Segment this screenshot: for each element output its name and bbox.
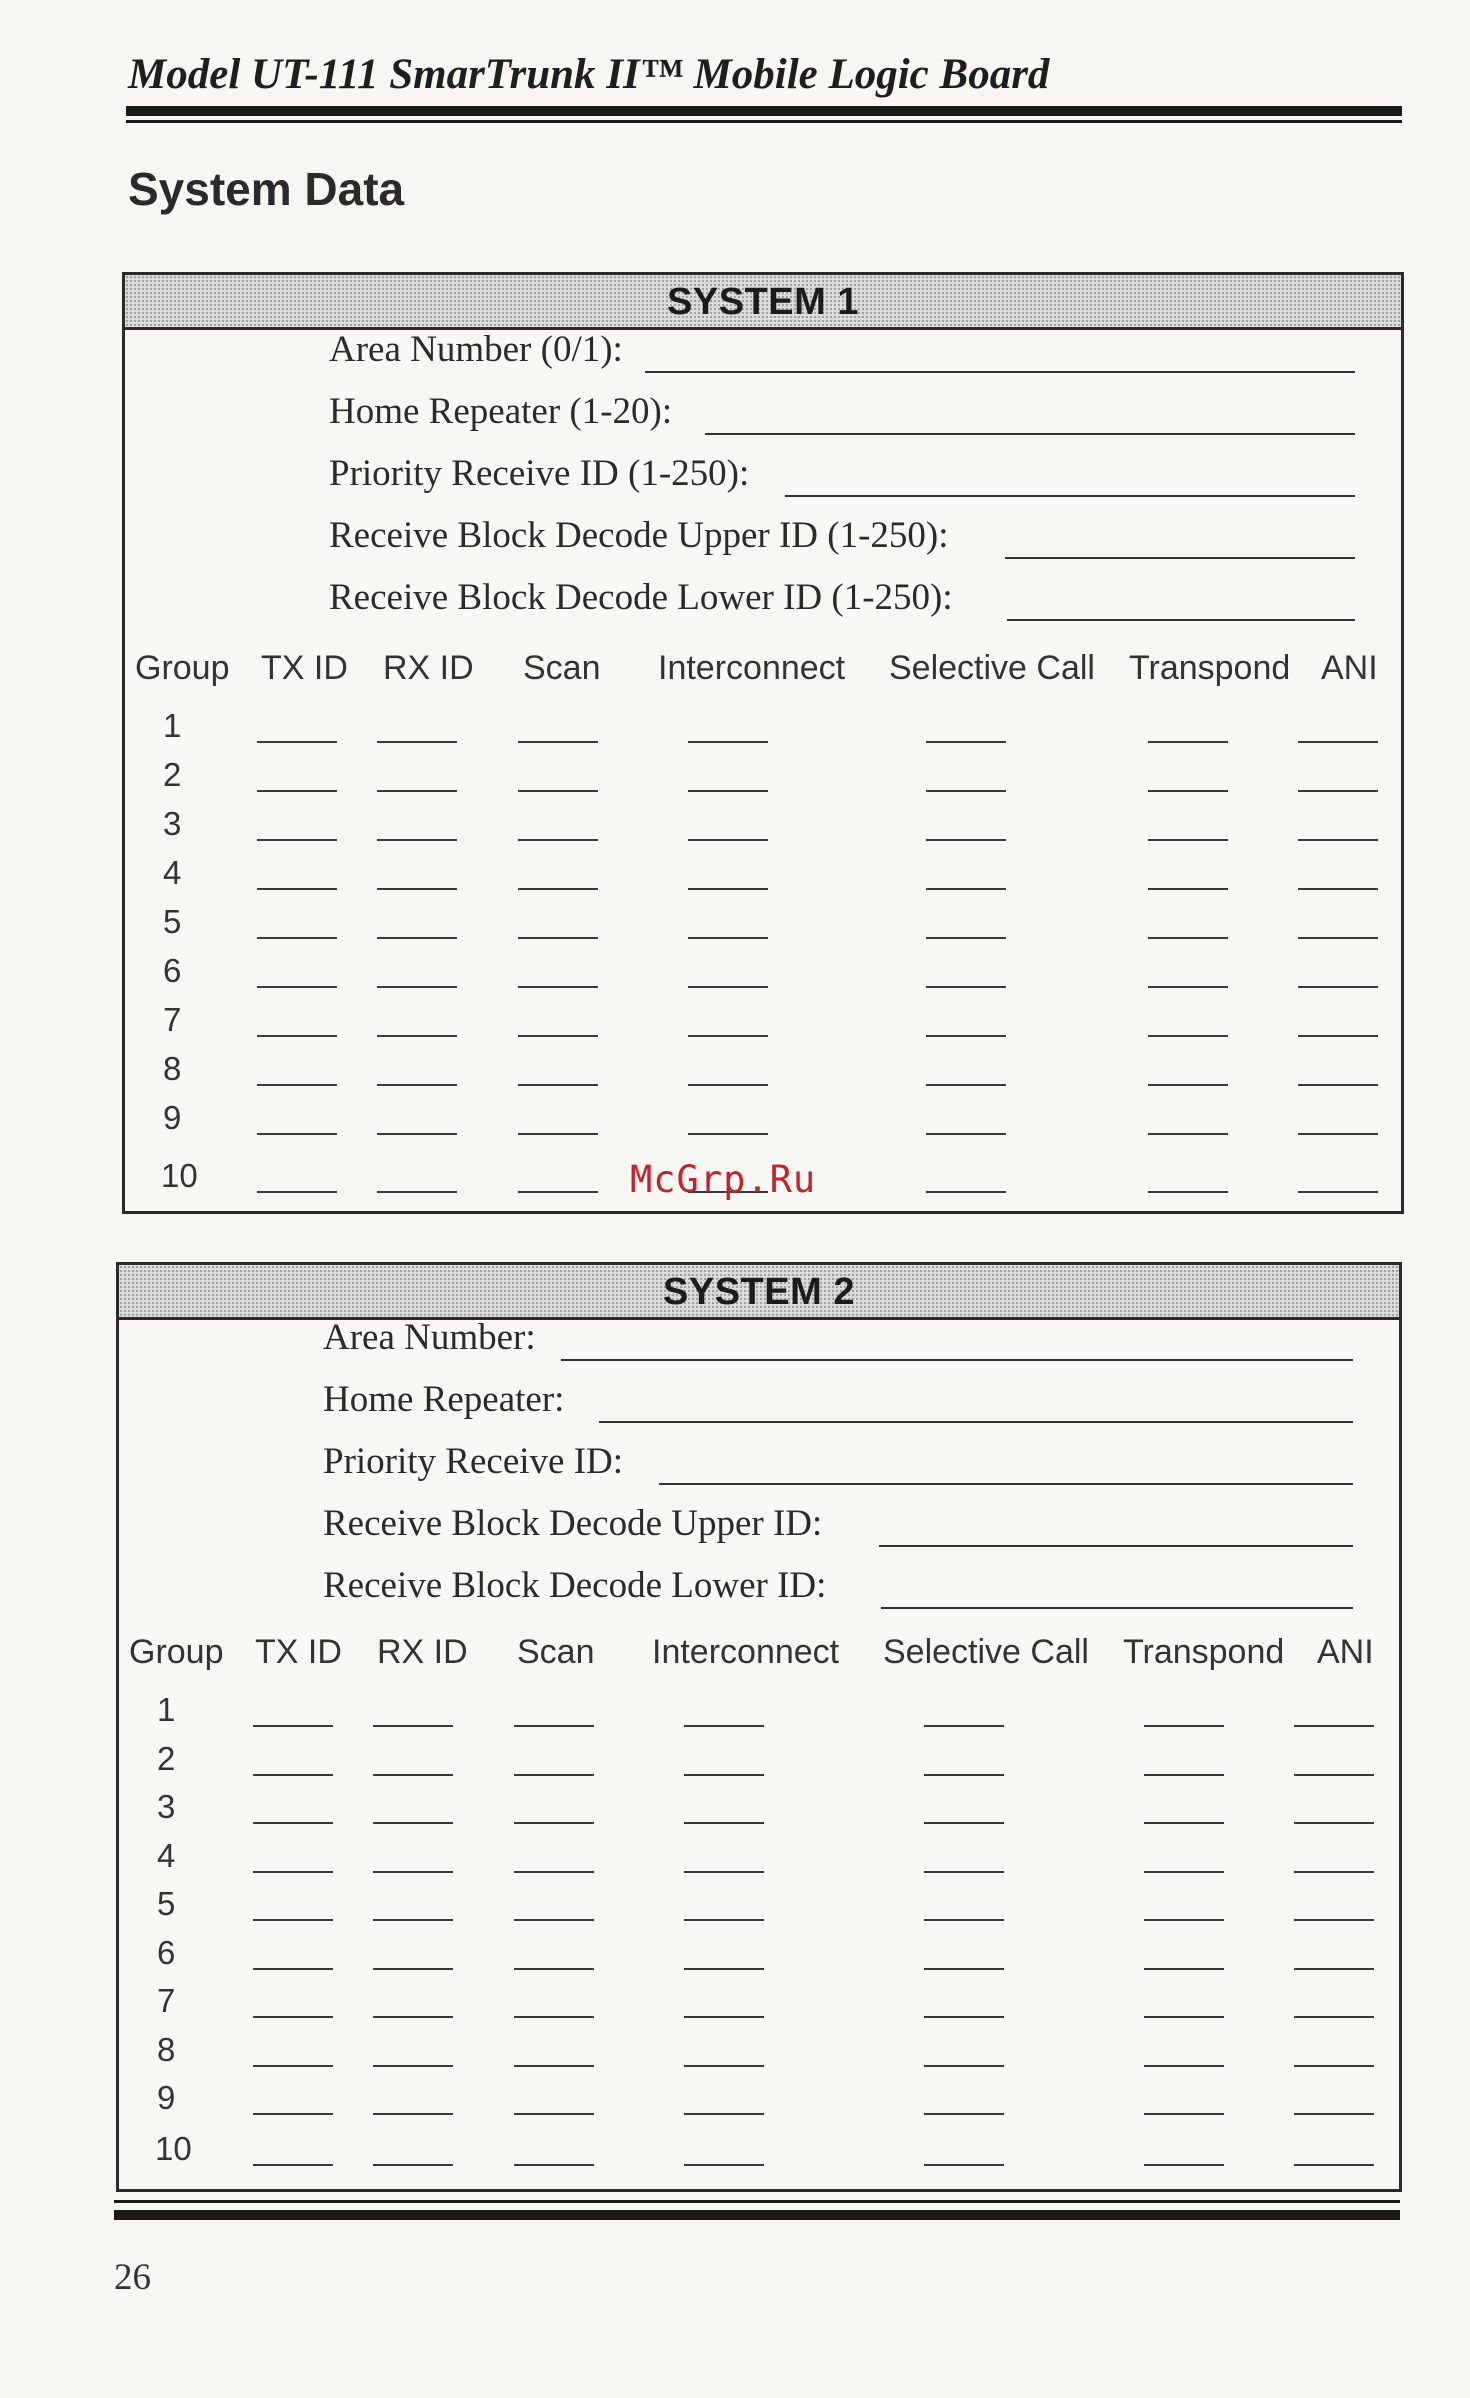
- system-1-group-blank[interactable]: [1298, 741, 1378, 743]
- system-2-group-blank[interactable]: [514, 1822, 594, 1824]
- system-1-header: SYSTEM 1: [125, 275, 1401, 330]
- system-1-group-blank[interactable]: [257, 888, 337, 890]
- system-2-column-header: TX ID: [255, 1633, 342, 1671]
- system-2-group-number: 6: [157, 1933, 176, 1971]
- footer-rule-thin: [114, 2200, 1400, 2203]
- system-2-field-label: Priority Receive ID:: [323, 1441, 624, 1482]
- system-2-column-header: Selective Call: [883, 1633, 1089, 1671]
- system-2-group-number: 5: [157, 1885, 176, 1922]
- system-1-group-number: 10: [161, 1157, 198, 1194]
- system-2-group-blank[interactable]: [373, 1822, 453, 1824]
- system-2-group-blank[interactable]: [253, 1725, 333, 1727]
- system-2-group-number: 9: [157, 2079, 176, 2116]
- system-2-group-number: 4: [157, 1836, 176, 1874]
- system-2-group-blank[interactable]: [373, 2113, 453, 2115]
- system-2-header: SYSTEM 2: [119, 1265, 1399, 1320]
- system-1-group-blank[interactable]: [518, 741, 598, 743]
- system-1-field-1: [329, 327, 1375, 377]
- system-1-field-3: [329, 451, 1375, 501]
- system-2-group-blank[interactable]: [514, 2065, 594, 2067]
- system-1-group-blank[interactable]: [1298, 888, 1378, 890]
- system-2-group-blank[interactable]: [1294, 1725, 1374, 1727]
- system-1-column-header: Interconnect: [658, 649, 846, 687]
- header-rule-thick: [126, 106, 1402, 116]
- system-2-group-blank[interactable]: [924, 1968, 1004, 1970]
- system-1-field-label: Priority Receive ID (1-250):: [329, 453, 750, 494]
- system-1-field-blank-line[interactable]: [785, 495, 1355, 497]
- system-2-group-blank[interactable]: [1294, 2016, 1374, 2018]
- system-2-group-blank[interactable]: [1144, 2016, 1224, 2018]
- system-2-group-blank[interactable]: [253, 1968, 333, 1970]
- header-rule-thin: [126, 120, 1402, 123]
- system-2-group-blank[interactable]: [924, 1822, 1004, 1824]
- system-2-group-blank[interactable]: [253, 2113, 333, 2115]
- system-1-group-number: 6: [163, 952, 182, 989]
- system-2-group-blank[interactable]: [1144, 2164, 1224, 2166]
- system-1-group-blank[interactable]: [1148, 986, 1228, 988]
- system-1-group-blank[interactable]: [518, 839, 598, 841]
- system-1-group-blank[interactable]: [1148, 888, 1228, 890]
- system-1-group-blank[interactable]: [377, 888, 457, 890]
- system-2-group-blank[interactable]: [373, 2016, 453, 2018]
- system-1-group-blank[interactable]: [257, 1035, 337, 1037]
- system-2-group-blank[interactable]: [1294, 2164, 1374, 2166]
- system-2-group-blank[interactable]: [684, 1968, 764, 1970]
- system-1-group-blank[interactable]: [257, 741, 337, 743]
- system-2-group-blank[interactable]: [514, 1968, 594, 1970]
- system-1-column-header: Group: [135, 649, 230, 687]
- system-2-column-header: Scan: [517, 1633, 595, 1671]
- system-1-column-header: Transpond: [1129, 649, 1291, 687]
- system-2-group-number: 7: [157, 1982, 176, 2019]
- system-1-group-blank[interactable]: [1148, 839, 1228, 841]
- system-1-group-blank[interactable]: [377, 1191, 457, 1193]
- system-1-group-blank[interactable]: [1298, 937, 1378, 939]
- system-2-group-blank[interactable]: [924, 2113, 1004, 2115]
- system-2-group-blank[interactable]: [684, 2016, 764, 2018]
- system-1-group-blank[interactable]: [688, 937, 768, 939]
- system-2-group-number: 1: [157, 1691, 176, 1728]
- system-1-group-blank[interactable]: [1298, 839, 1378, 841]
- system-2-field-2: [323, 1377, 1373, 1427]
- system-1-group-blank[interactable]: [377, 741, 457, 743]
- system-1-group-blank[interactable]: [688, 1035, 768, 1037]
- watermark-text: McGrp.Ru: [630, 1158, 817, 1201]
- system-1-group-blank[interactable]: [518, 790, 598, 792]
- system-1-group-blank[interactable]: [257, 937, 337, 939]
- document-header-title: Model UT-111 SmarTrunk II™ Mobile Logic Board: [128, 51, 1050, 98]
- system-1-field-label: Receive Block Decode Upper ID (1-250):: [329, 515, 949, 556]
- system-2-group-blank[interactable]: [253, 2016, 333, 2018]
- system-2-group-blank[interactable]: [924, 2016, 1004, 2018]
- system-1-group-blank[interactable]: [1298, 1084, 1378, 1086]
- system-1-group-blank[interactable]: [518, 888, 598, 890]
- system-2-group-blank[interactable]: [514, 1725, 594, 1727]
- system-1-field-5: [329, 575, 1375, 625]
- system-2-group-blank[interactable]: [1294, 1822, 1374, 1824]
- system-1-group-blank[interactable]: [1148, 1035, 1228, 1037]
- system-2-group-blank[interactable]: [684, 2164, 764, 2166]
- system-1-column-header: RX ID: [383, 649, 474, 687]
- system-2-field-4: [323, 1501, 1373, 1551]
- system-1-group-blank[interactable]: [688, 986, 768, 988]
- system-2-group-blank[interactable]: [684, 2065, 764, 2067]
- system-2-group-blank[interactable]: [253, 2065, 333, 2067]
- system-2-group-number: 8: [157, 2030, 176, 2068]
- system-1-group-blank[interactable]: [688, 888, 768, 890]
- system-1-field-label: Area Number (0/1):: [329, 329, 623, 370]
- system-2-group-blank[interactable]: [1294, 1968, 1374, 1970]
- footer-rule-thick: [114, 2210, 1400, 2220]
- system-1-group-blank[interactable]: [518, 1191, 598, 1193]
- system-2-column-header: Interconnect: [652, 1633, 840, 1671]
- system-2-group-blank[interactable]: [1144, 1774, 1224, 1776]
- system-2-group-blank[interactable]: [373, 1725, 453, 1727]
- system-1-group-blank[interactable]: [377, 986, 457, 988]
- system-2-group-blank[interactable]: [1144, 2113, 1224, 2115]
- system-2-field-label: Receive Block Decode Upper ID:: [323, 1503, 823, 1544]
- system-2-field-blank-line[interactable]: [881, 1607, 1353, 1609]
- system-1-field-blank-line[interactable]: [645, 371, 1355, 373]
- system-2-group-blank[interactable]: [1144, 1871, 1224, 1873]
- system-2-group-blank[interactable]: [373, 2065, 453, 2067]
- system-1-group-blank[interactable]: [926, 839, 1006, 841]
- system-1-group-blank[interactable]: [688, 741, 768, 743]
- system-2-group-blank[interactable]: [514, 1919, 594, 1921]
- system-1-group-blank[interactable]: [1298, 1191, 1378, 1193]
- system-1-field-label: Receive Block Decode Lower ID (1-250):: [329, 577, 953, 618]
- system-1-group-number: 2: [163, 756, 182, 793]
- system-1-group-blank[interactable]: [377, 937, 457, 939]
- system-2-group-blank[interactable]: [373, 1968, 453, 1970]
- system-1-group-blank[interactable]: [688, 1133, 768, 1135]
- system-2-group-blank[interactable]: [924, 2164, 1004, 2166]
- system-2-group-blank[interactable]: [1294, 1919, 1374, 1921]
- system-1-column-header: Scan: [523, 649, 601, 687]
- system-2-group-blank[interactable]: [1294, 1774, 1374, 1776]
- system-1-column-header: ANI: [1321, 649, 1378, 687]
- system-2-group-blank[interactable]: [373, 2164, 453, 2166]
- system-2-group-blank[interactable]: [253, 1774, 333, 1776]
- system-1-group-blank[interactable]: [926, 1133, 1006, 1135]
- system-2-field-1: [323, 1315, 1373, 1365]
- system-2-group-blank[interactable]: [684, 1871, 764, 1873]
- system-1-field-blank-line[interactable]: [1005, 557, 1355, 559]
- system-1-group-blank[interactable]: [926, 986, 1006, 988]
- system-1-group-blank[interactable]: [257, 839, 337, 841]
- system-1-group-blank[interactable]: [377, 1133, 457, 1135]
- system-2-group-blank[interactable]: [684, 1919, 764, 1921]
- system-2-group-blank[interactable]: [924, 2065, 1004, 2067]
- system-1-group-blank[interactable]: [518, 937, 598, 939]
- system-2-field-label: Home Repeater:: [323, 1379, 565, 1420]
- system-2-field-label: Area Number:: [323, 1317, 536, 1358]
- system-1-group-blank[interactable]: [377, 1035, 457, 1037]
- system-1-group-blank[interactable]: [377, 839, 457, 841]
- system-1-group-number: 5: [163, 903, 182, 940]
- system-1-group-blank[interactable]: [926, 1191, 1006, 1193]
- system-2-group-blank[interactable]: [514, 1871, 594, 1873]
- system-2-group-blank[interactable]: [924, 1919, 1004, 1921]
- system-2-group-blank[interactable]: [514, 2016, 594, 2018]
- system-1-form: [122, 272, 1404, 1214]
- system-1-group-blank[interactable]: [377, 1084, 457, 1086]
- system-2-field-label: Receive Block Decode Lower ID:: [323, 1565, 827, 1606]
- system-1-field-2: [329, 389, 1375, 439]
- system-1-group-blank[interactable]: [926, 790, 1006, 792]
- system-2-group-number: 2: [157, 1739, 176, 1777]
- system-2-field-blank-line[interactable]: [599, 1421, 1353, 1423]
- system-1-group-number: 9: [163, 1099, 182, 1136]
- system-1-group-blank[interactable]: [257, 1133, 337, 1135]
- system-1-group-blank[interactable]: [257, 986, 337, 988]
- system-2-group-blank[interactable]: [1144, 1919, 1224, 1921]
- system-2-group-blank[interactable]: [1144, 2065, 1224, 2067]
- system-2-group-blank[interactable]: [924, 1774, 1004, 1776]
- system-1-group-blank[interactable]: [518, 1084, 598, 1086]
- system-2-column-header: RX ID: [377, 1633, 468, 1671]
- system-2-group-blank[interactable]: [514, 1774, 594, 1776]
- system-1-group-blank[interactable]: [926, 741, 1006, 743]
- system-2-group-blank[interactable]: [1294, 1871, 1374, 1873]
- system-1-group-blank[interactable]: [1148, 1133, 1228, 1135]
- system-2-field-blank-line[interactable]: [879, 1545, 1353, 1547]
- system-1-column-header: Selective Call: [889, 649, 1095, 687]
- system-2-field-3: [323, 1439, 1373, 1489]
- system-2-field-blank-line[interactable]: [561, 1359, 1353, 1361]
- system-2-group-blank[interactable]: [924, 1725, 1004, 1727]
- system-2-field-5: [323, 1563, 1373, 1613]
- system-2-group-blank[interactable]: [684, 2113, 764, 2115]
- system-2-group-blank[interactable]: [514, 2113, 594, 2115]
- system-1-field-blank-line[interactable]: [1007, 619, 1355, 621]
- system-1-group-blank[interactable]: [1148, 937, 1228, 939]
- system-1-group-blank[interactable]: [1148, 1084, 1228, 1086]
- system-1-group-blank[interactable]: [1298, 1035, 1378, 1037]
- system-1-group-blank[interactable]: [688, 1084, 768, 1086]
- system-1-group-blank[interactable]: [518, 986, 598, 988]
- system-1-group-blank[interactable]: [688, 839, 768, 841]
- system-1-group-blank[interactable]: [518, 1133, 598, 1135]
- page-number: 26: [114, 2257, 151, 2298]
- system-2-group-blank[interactable]: [924, 1871, 1004, 1873]
- system-2-group-blank[interactable]: [253, 1919, 333, 1921]
- system-1-group-blank[interactable]: [257, 790, 337, 792]
- system-1-group-blank[interactable]: [1298, 986, 1378, 988]
- system-2-group-blank[interactable]: [684, 1774, 764, 1776]
- system-2-group-blank[interactable]: [253, 2164, 333, 2166]
- system-1-group-blank[interactable]: [1298, 1133, 1378, 1135]
- system-1-group-blank[interactable]: [1148, 1191, 1228, 1193]
- system-2-group-blank[interactable]: [253, 1871, 333, 1873]
- system-1-group-blank[interactable]: [257, 1084, 337, 1086]
- system-1-group-blank[interactable]: [1298, 790, 1378, 792]
- system-1-group-number: 8: [163, 1050, 182, 1087]
- system-2-group-blank[interactable]: [1144, 1968, 1224, 1970]
- system-1-group-blank[interactable]: [688, 790, 768, 792]
- section-title: System Data: [128, 163, 405, 215]
- system-2-group-blank[interactable]: [253, 1822, 333, 1824]
- system-2-group-blank[interactable]: [1294, 2065, 1374, 2067]
- system-1-field-blank-line[interactable]: [705, 433, 1355, 435]
- system-1-group-blank[interactable]: [926, 937, 1006, 939]
- system-1-group-blank[interactable]: [1148, 741, 1228, 743]
- system-2-group-blank[interactable]: [1144, 1822, 1224, 1824]
- system-1-group-number: 1: [163, 707, 182, 744]
- system-2-group-blank[interactable]: [1144, 1725, 1224, 1727]
- system-2-group-blank[interactable]: [373, 1919, 453, 1921]
- system-1-group-blank[interactable]: [926, 888, 1006, 890]
- system-2-column-header: Group: [129, 1633, 224, 1671]
- system-1-group-number: 3: [163, 805, 182, 842]
- system-2-group-blank[interactable]: [684, 1725, 764, 1727]
- system-1-group-blank[interactable]: [926, 1084, 1006, 1086]
- system-1-group-blank[interactable]: [257, 1191, 337, 1193]
- system-1-group-number: 7: [163, 1001, 182, 1038]
- system-1-group-number: 4: [163, 854, 182, 891]
- system-2-group-number: 3: [157, 1788, 176, 1825]
- system-1-field-4: [329, 513, 1375, 563]
- system-1-group-blank[interactable]: [926, 1035, 1006, 1037]
- system-1-group-blank[interactable]: [518, 1035, 598, 1037]
- system-2-group-blank[interactable]: [1294, 2113, 1374, 2115]
- system-1-column-header: TX ID: [261, 649, 348, 687]
- system-2-field-blank-line[interactable]: [659, 1483, 1353, 1485]
- system-2-column-header: ANI: [1317, 1633, 1374, 1671]
- system-1-field-label: Home Repeater (1-20):: [329, 391, 673, 432]
- system-2-group-blank[interactable]: [514, 2164, 594, 2166]
- system-2-group-blank[interactable]: [373, 1774, 453, 1776]
- system-1-group-blank[interactable]: [377, 790, 457, 792]
- system-2-column-header: Transpond: [1123, 1633, 1285, 1671]
- system-2-group-blank[interactable]: [684, 1822, 764, 1824]
- system-2-group-number: 10: [155, 2129, 192, 2167]
- system-2-group-blank[interactable]: [373, 1871, 453, 1873]
- system-1-group-blank[interactable]: [1148, 790, 1228, 792]
- system-2-form: [116, 1262, 1402, 2192]
